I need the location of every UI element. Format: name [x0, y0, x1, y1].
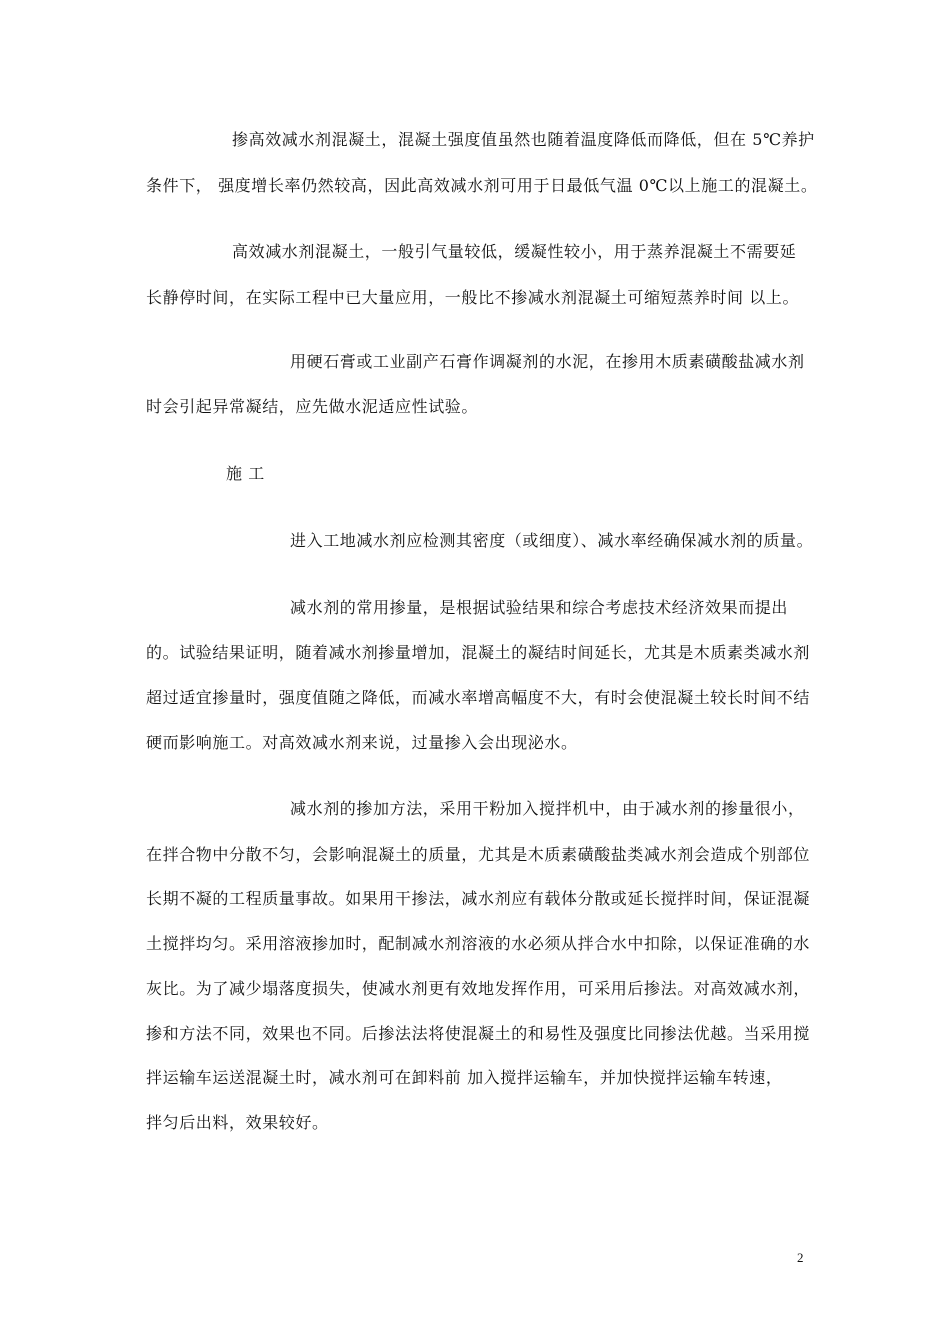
text-line: 拌运输车运送混凝土时，减水剂可在卸料前 加入搅拌运输车，并加快搅拌运输车转速， — [146, 1068, 783, 1087]
text-line: 高效减水剂混凝土，一般引气量较低，缓凝性较小，用于蒸养混凝土不需要延 — [232, 242, 797, 261]
page-number: 2 — [797, 1250, 804, 1265]
text-line: 土搅拌均匀。采用溶液掺加时，配制减水剂溶液的水必须从拌合水中扣除，以保证准确的水 — [146, 934, 811, 953]
text-line: 长期不凝的工程质量事故。如果用干掺法，减水剂应有载体分散或延长搅拌时间，保证混凝 — [146, 889, 811, 908]
text-line: 减水剂的常用掺量，是根据试验结果和综合考虑技术经济效果而提出 — [290, 598, 789, 617]
text-line: 灰比。为了减少塌落度损失，使减水剂更有效地发挥作用，可采用后掺法。对高效减水剂， — [146, 979, 811, 998]
text-line: 硬而影响施工。对高效减水剂来说，过量掺入会出现泌水。 — [146, 733, 578, 752]
text-line: 掺和方法不同，效果也不同。后掺法法将使混凝土的和易性及强度比同掺法优越。当采用搅 — [146, 1024, 811, 1043]
text-line: 条件下， 强度增长率仍然较高，因此高效减水剂可用于日最低气温 0℃以上施工的混凝土。 — [146, 176, 818, 195]
text-line: 掺高效减水剂混凝土，混凝土强度值虽然也随着温度降低而降低，但在 5℃养护 — [232, 130, 815, 149]
text-line: 超过适宜掺量时，强度值随之降低，而减水率增高幅度不大，有时会使混凝土较长时间不结 — [146, 688, 811, 707]
text-line: 的。试验结果证明，随着减水剂掺量增加，混凝土的凝结时间延长，尤其是木质素类减水剂 — [146, 643, 811, 662]
section-title: 施 工 — [226, 464, 265, 483]
text-line: 时会引起异常凝结，应先做水泥适应性试验。 — [146, 397, 479, 416]
text-line: 在拌合物中分散不匀，会影响混凝土的质量，尤其是木质素磺酸盐类减水剂会造成个别部位 — [146, 845, 811, 864]
text-line: 长静停时间，在实际工程中已大量应用，一般比不掺减水剂混凝土可缩短蒸养时间 以上。 — [146, 288, 800, 307]
text-line: 进入工地减水剂应检测其密度（或细度）、减水率经确保减水剂的质量。 — [290, 531, 814, 550]
text-line: 用硬石膏或工业副产石膏作调凝剂的水泥，在掺用木质素磺酸盐减水剂 — [290, 352, 805, 371]
text-line: 减水剂的掺加方法，采用干粉加入搅拌机中，由于减水剂的掺量很小， — [290, 799, 805, 818]
text-line: 拌匀后出料，效果较好。 — [146, 1113, 329, 1132]
